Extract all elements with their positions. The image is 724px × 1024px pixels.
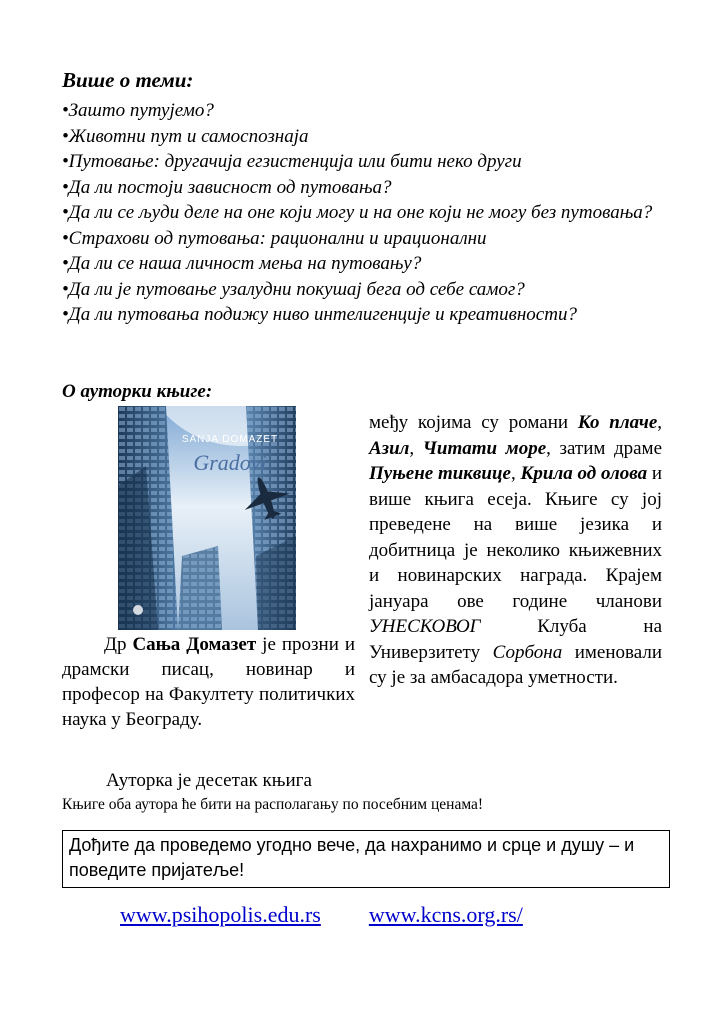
bio-continuation: Ауторка је десетак књига xyxy=(106,770,312,791)
author-heading: О ауторки књиге: xyxy=(62,381,213,402)
organization-name: УНЕСКОВОГ xyxy=(369,616,481,637)
list-item: •Да ли се наша личност мења на путовању? xyxy=(62,253,422,274)
list-item: •Да ли постоји зависност од путовања? xyxy=(62,176,392,198)
book-title: Азил xyxy=(369,437,410,459)
university-name: Сорбона xyxy=(492,641,563,663)
list-item: •Да ли путовања подижу ниво интелигенције и креативности? xyxy=(62,304,577,325)
author-name: Сања Домазет xyxy=(132,634,257,655)
play-title: Пуњене тиквице xyxy=(369,463,511,484)
list-item: •Да ли се људи деле на оне који могу и на оне који не могу без путовања? xyxy=(62,202,653,223)
cover-title: Gradovi xyxy=(193,450,267,475)
publisher-logo-icon xyxy=(133,605,143,615)
play-title: Крила од олова xyxy=(520,463,648,484)
topic-list xyxy=(62,98,672,328)
list-item: •Путовање: другачија егзистенција или бити неко други xyxy=(62,151,522,172)
website-links xyxy=(120,902,523,928)
section-heading: Више о теми: xyxy=(62,68,194,92)
list-item: •Зашто путујемо? xyxy=(62,100,214,121)
list-item: •Животни пут и самоспознаја xyxy=(62,125,309,147)
list-item: •Страхови од путовања: рационални и ирационални xyxy=(62,227,487,249)
book-title: Ко плаче xyxy=(577,412,658,433)
author-bio-continued: међу којима су романи Ко плаче, Азил, Читати море, затим драме Пуњене тиквице, Крила од олова и више књига есеја. Књиге су јој преведене на више језика и добитница је неколико књижевних и новинарских награда. Крајем јануара ове године чланови УНЕСКОВОГ Клуба на Универзитету Сорбона именовали су је за амбасадора уметности. xyxy=(369,412,663,688)
author-bio: Др Сања Домазет је прозни и драмски писац, новинар и професор на Факултету политичких наука у Београду. xyxy=(62,634,355,730)
list-item: •Да ли је путовање узалудни покушај бега од себе самог? xyxy=(62,278,525,300)
price-note: Књиге оба аутора ће бити на располагању по посебним ценама! xyxy=(62,796,484,813)
book-title: Читати море xyxy=(422,437,547,459)
book-cover-image xyxy=(118,406,296,630)
kcns-link[interactable]: www.kcns.org.rs/ xyxy=(368,902,523,927)
invitation-box: Дођите да проведемо угодно вече, да нахранимо и срце и душу – и поведите пријатеље! xyxy=(62,830,670,888)
cover-author: SANJA DOMAZET xyxy=(181,434,279,445)
psihopolis-link[interactable]: www.psihopolis.edu.rs xyxy=(120,902,321,927)
